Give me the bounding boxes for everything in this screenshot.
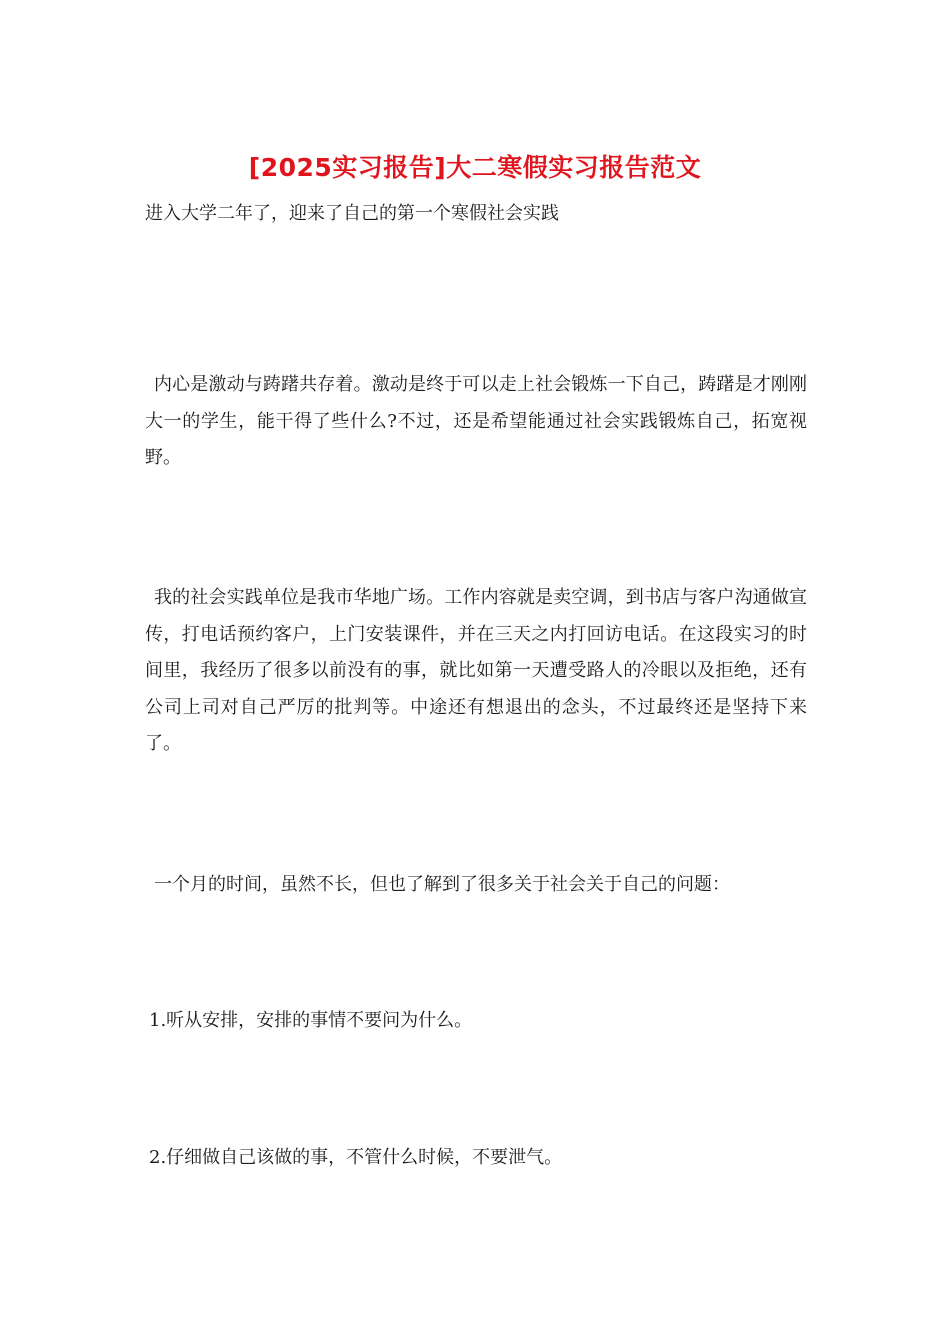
list-item: 1.听从安排，安排的事情不要问为什么。	[149, 1010, 473, 1031]
list-item: 2.仔细做自己该做的事，不管什么时候，不要泄气。	[149, 1147, 563, 1168]
intro-paragraph: 进入大学二年了，迎来了自己的第一个寒假社会实践	[145, 203, 559, 224]
document-title: [2025实习报告]大二寒假实习报告范文	[248, 153, 702, 182]
body-paragraph-2: 我的社会实践单位是我市华地广场。工作内容就是卖空调，到书店与客户沟通做宣传，打电话预约客户，上门安装课件，并在三天之内打回访电话。在这段实习的时间里，我经历了很多以前没有的事，就比如第一天遭受路人的冷眼以及拒绝，还有公司上司对自己严厉的批判等。中途还有想退出的念头，不过最终还是坚持下来了。	[145, 587, 807, 754]
body-paragraph-1: 内心是激动与踌躇共存着。激动是终于可以走上社会锻炼一下自己，踌躇是才刚刚大一的学生，能干得了些什么?不过，还是希望能通过社会实践锻炼自己，拓宽视野。	[145, 374, 807, 468]
body-paragraph-3: 一个月的时间，虽然不长，但也了解到了很多关于社会关于自己的问题：	[154, 874, 730, 895]
